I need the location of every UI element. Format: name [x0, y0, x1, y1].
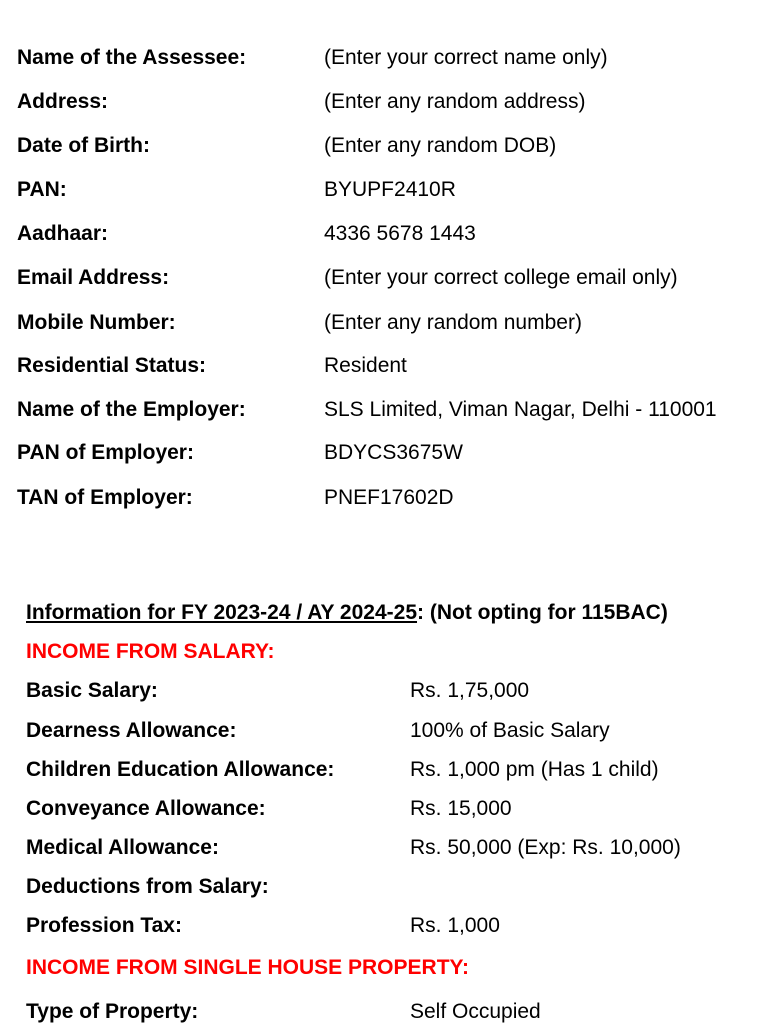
property-type-row — [0, 997, 768, 1027]
profession-tax-label: Profession Tax: — [26, 914, 182, 937]
dob-row — [0, 131, 768, 161]
aadhaar-value: 4336 5678 1443 — [324, 222, 476, 245]
address-row — [0, 87, 768, 117]
pan-value: BYUPF2410R — [324, 178, 456, 201]
dob-value: (Enter any random DOB) — [324, 134, 557, 157]
info-heading-fy: Information for FY 2023-24 / AY 2024-25 — [26, 601, 418, 624]
aadhaar-row — [0, 219, 768, 249]
dearness-allowance-row — [0, 716, 768, 746]
mobile-row — [0, 308, 768, 338]
info-heading — [26, 598, 668, 628]
deductions-row — [0, 872, 768, 902]
children-education-label: Children Education Allowance: — [26, 758, 335, 781]
pan-row — [0, 175, 768, 205]
conveyance-allowance-row — [0, 794, 768, 824]
dearness-allowance-label: Dearness Allowance: — [26, 719, 237, 742]
house-property-heading: INCOME FROM SINGLE HOUSE PROPERTY: — [26, 956, 469, 979]
employer-pan-value: BDYCS3675W — [324, 441, 463, 464]
assessee-name-value: (Enter your correct name only) — [324, 46, 608, 69]
conveyance-allowance-label: Conveyance Allowance: — [26, 797, 266, 820]
assessee-name-row — [0, 43, 768, 73]
medical-allowance-value: Rs. 50,000 (Exp: Rs. 10,000) — [410, 836, 681, 859]
pan-label: PAN: — [17, 178, 67, 201]
dob-label: Date of Birth: — [17, 134, 150, 157]
mobile-value: (Enter any random number) — [324, 311, 582, 334]
employer-tan-label: TAN of Employer: — [17, 486, 193, 509]
deductions-label: Deductions from Salary: — [26, 875, 269, 898]
property-type-value: Self Occupied — [410, 1000, 541, 1023]
salary-heading: INCOME FROM SALARY: — [26, 640, 275, 663]
info-heading-note: : (Not opting for 115BAC) — [417, 601, 668, 624]
residential-status-row — [0, 351, 768, 381]
basic-salary-label: Basic Salary: — [26, 679, 158, 702]
mobile-label: Mobile Number: — [17, 311, 176, 334]
employer-name-row — [0, 395, 768, 425]
address-value: (Enter any random address) — [324, 90, 586, 113]
email-label: Email Address: — [17, 266, 170, 289]
employer-tan-value: PNEF17602D — [324, 486, 454, 509]
basic-salary-value: Rs. 1,75,000 — [410, 679, 530, 702]
assessee-name-label: Name of the Assessee: — [17, 46, 247, 69]
medical-allowance-label: Medical Allowance: — [26, 836, 219, 859]
employer-name-label: Name of the Employer: — [17, 398, 246, 421]
address-label: Address: — [17, 90, 109, 113]
conveyance-allowance-value: Rs. 15,000 — [410, 797, 512, 820]
children-education-row — [0, 755, 768, 785]
residential-status-label: Residential Status: — [17, 354, 207, 377]
residential-status-value: Resident — [324, 354, 407, 377]
employer-pan-label: PAN of Employer: — [17, 441, 194, 464]
property-type-label: Type of Property: — [26, 1000, 199, 1023]
email-row — [0, 263, 768, 293]
medical-allowance-row — [0, 833, 768, 863]
employer-name-value: SLS Limited, Viman Nagar, Delhi - 110001 — [324, 398, 717, 421]
children-education-value: Rs. 1,000 pm (Has 1 child) — [410, 758, 659, 781]
profession-tax-row — [0, 911, 768, 941]
employer-tan-row — [0, 483, 768, 513]
basic-salary-row — [0, 676, 768, 706]
dearness-allowance-value: 100% of Basic Salary — [410, 719, 610, 742]
email-value: (Enter your correct college email only) — [324, 266, 678, 289]
aadhaar-label: Aadhaar: — [17, 222, 109, 245]
employer-pan-row — [0, 438, 768, 468]
profession-tax-value: Rs. 1,000 — [410, 914, 500, 937]
